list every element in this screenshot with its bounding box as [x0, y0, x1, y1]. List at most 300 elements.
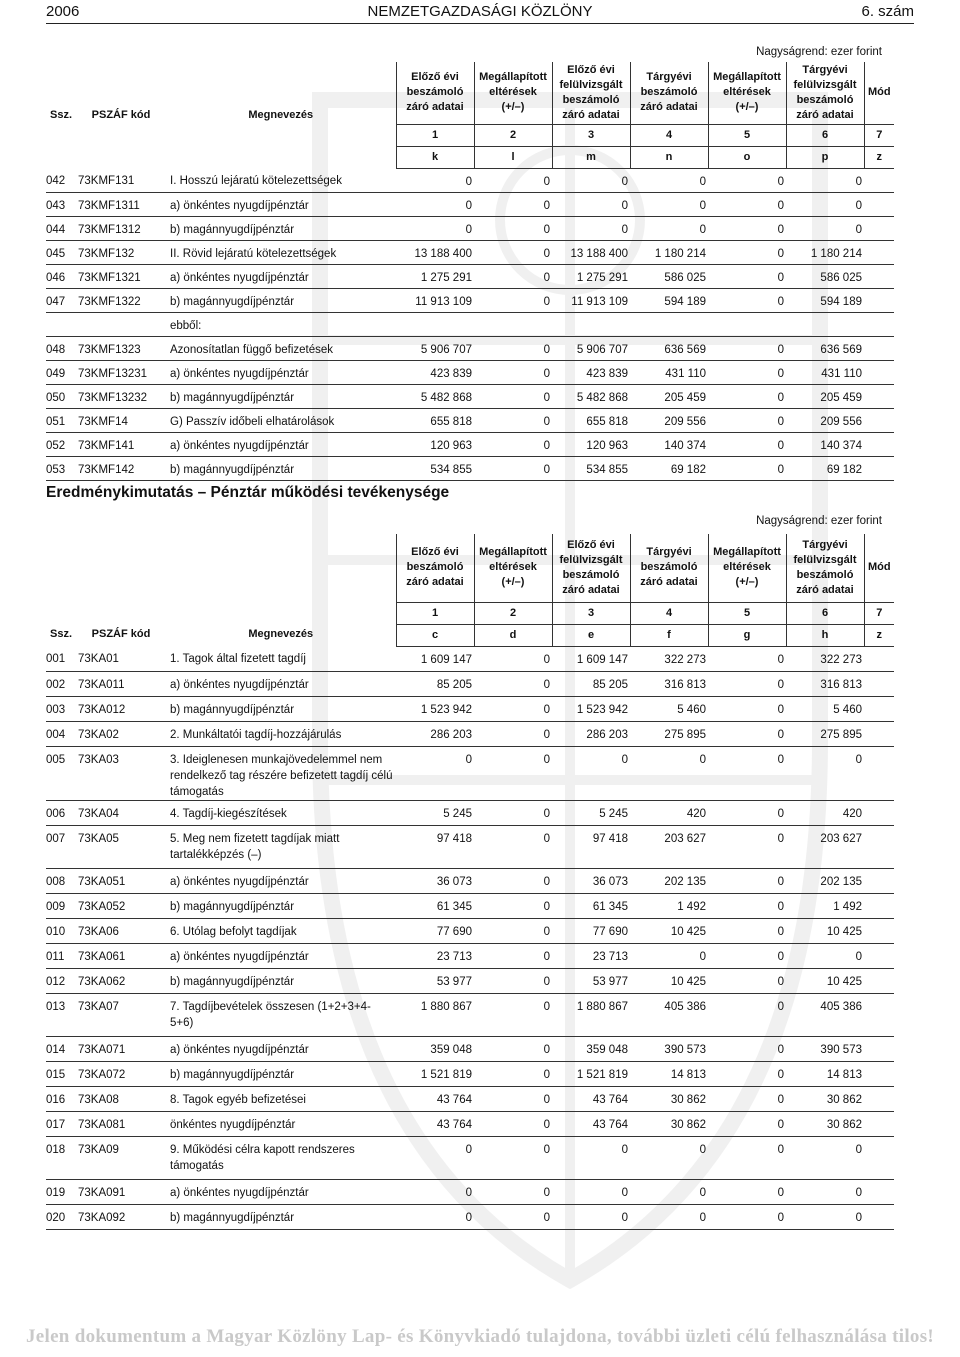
row-value [396, 312, 474, 336]
row-value: 0 [543, 1143, 550, 1156]
row-value: 0 [777, 653, 784, 666]
col-3: Előző évi felülvizsgált beszámoló záró adatai [552, 534, 630, 602]
row-value: 85 205 [436, 678, 472, 691]
table-row [46, 336, 894, 360]
row-value: 0 [465, 199, 472, 212]
row-code: 73KA071 [78, 1043, 126, 1056]
row-mod [864, 671, 894, 696]
table-row [46, 1136, 894, 1179]
col-number: 5 [708, 124, 786, 146]
table-row [46, 1086, 894, 1111]
row-value: 316 813 [664, 678, 706, 691]
row-value: 0 [777, 367, 784, 380]
row-value: 0 [777, 1118, 784, 1131]
col-number: 6 [786, 124, 864, 146]
row-value: 30 862 [826, 1093, 862, 1106]
row-name: b) magánnyugdíjpénztár [170, 391, 295, 404]
row-code: 73KMF13231 [78, 367, 148, 380]
row-value: 275 895 [664, 728, 706, 741]
row-code: 73KMF141 [78, 439, 135, 452]
col-mod: Mód [864, 534, 894, 602]
row-ssz [46, 312, 76, 336]
row-name: 7. Tagdíjbevételek összesen (1+2+3+4-5+6) [170, 1000, 371, 1029]
col-number: 1 [396, 124, 474, 146]
row-value: 1 880 867 [576, 1000, 628, 1013]
row-value: 0 [543, 175, 550, 188]
row-code: 73KA03 [78, 753, 119, 766]
table-row [46, 168, 894, 192]
row-value [552, 312, 630, 336]
row-code: 73KA08 [78, 1093, 119, 1106]
row-name: a) önkéntes nyugdíjpénztár [170, 875, 309, 888]
row-ssz: 053 [46, 463, 66, 476]
table-row [46, 432, 894, 456]
table-row [46, 893, 894, 918]
row-value: 534 855 [586, 463, 628, 476]
row-value: 0 [465, 175, 472, 188]
row-value: 1 275 291 [420, 271, 472, 284]
row-value: 0 [699, 199, 706, 212]
row-value: 0 [777, 950, 784, 963]
row-value: 655 818 [586, 415, 628, 428]
row-value: 120 963 [586, 439, 628, 452]
row-mod [864, 360, 894, 384]
row-value: 10 425 [826, 975, 862, 988]
row-code: 73KA04 [78, 807, 119, 820]
table-row [46, 192, 894, 216]
row-name: a) önkéntes nyugdíjpénztár [170, 271, 309, 284]
col-number: 3 [552, 124, 630, 146]
row-value: 53 977 [436, 975, 472, 988]
row-value: 97 418 [436, 832, 472, 845]
row-mod [864, 825, 894, 868]
col-6: Tárgyévi felülvizsgált beszámoló záró adatai [786, 62, 864, 124]
row-value: 420 [842, 807, 862, 820]
row-mod [864, 646, 894, 671]
row-code: 73KMF1321 [78, 271, 141, 284]
header-title: NEMZETGAZDASÁGI KÖZLÖNY [367, 3, 593, 20]
row-ssz: 001 [46, 653, 66, 665]
row-name: 2. Munkáltatói tagdíj-hozzájárulás [170, 728, 342, 741]
row-value: 586 025 [664, 271, 706, 284]
row-value: 69 182 [826, 463, 862, 476]
row-value: 11 913 109 [571, 295, 628, 308]
row-value: 0 [777, 875, 784, 888]
row-value: 0 [543, 199, 550, 212]
row-value: 420 [686, 807, 706, 820]
row-value: 30 862 [670, 1093, 706, 1106]
row-mod [864, 456, 894, 480]
row-name: 8. Tagok egyéb befizetései [170, 1093, 306, 1106]
row-code: 73KA02 [78, 728, 119, 741]
row-value: 43 764 [592, 1118, 628, 1131]
row-value: 0 [777, 678, 784, 691]
col-name: Megnevezés [248, 108, 314, 121]
row-value: 1 523 942 [576, 703, 628, 716]
row-value: 0 [543, 900, 550, 913]
income-statement-table [46, 534, 894, 1230]
row-mod [864, 1179, 894, 1204]
row-ssz: 048 [46, 343, 66, 356]
row-value: 0 [777, 295, 784, 308]
col-letter: p [786, 146, 864, 168]
row-value: 0 [543, 1186, 550, 1199]
row-name: a) önkéntes nyugdíjpénztár [170, 367, 309, 380]
table-row [46, 216, 894, 240]
row-value: 69 182 [670, 463, 706, 476]
row-value: 13 188 400 [570, 247, 628, 260]
row-value: 0 [699, 950, 706, 963]
row-value: 0 [621, 175, 628, 188]
row-value: 0 [699, 1211, 706, 1224]
row-value: 1 880 867 [420, 1000, 472, 1013]
row-value: 286 203 [430, 728, 472, 741]
row-name: b) magánnyugdíjpénztár [170, 223, 295, 236]
row-value: 5 460 [833, 703, 862, 716]
table-row [46, 1036, 894, 1061]
col-4: Tárgyévi beszámoló záró adatai [630, 62, 708, 124]
row-code: 73KA05 [78, 832, 119, 845]
col-number: 1 [396, 602, 474, 624]
row-name: 6. Utólag befolyt tagdíjak [170, 925, 297, 938]
page-header [46, 0, 914, 24]
row-value: 120 963 [430, 439, 472, 452]
table-row [46, 360, 894, 384]
row-name: b) magánnyugdíjpénztár [170, 295, 295, 308]
row-value: 322 273 [664, 653, 706, 666]
table-row [46, 918, 894, 943]
row-value: 636 569 [664, 343, 706, 356]
table-row [46, 1179, 894, 1204]
table-row [46, 456, 894, 480]
row-value: 43 764 [592, 1093, 628, 1106]
row-value: 390 573 [664, 1043, 706, 1056]
row-value: 0 [543, 343, 550, 356]
row-name: b) magánnyugdíjpénztár [170, 1068, 295, 1081]
row-value: 0 [855, 753, 862, 766]
row-value: 0 [543, 367, 550, 380]
row-ssz: 015 [46, 1068, 66, 1081]
row-code: 73KA052 [78, 900, 126, 913]
row-value: 0 [543, 728, 550, 741]
row-code: 73KA09 [78, 1143, 119, 1156]
row-value: 0 [621, 223, 628, 236]
row-name: a) önkéntes nyugdíjpénztár [170, 1186, 309, 1199]
row-code: 73KMF131 [78, 175, 135, 187]
row-value: 0 [777, 703, 784, 716]
row-value: 1 275 291 [576, 271, 628, 284]
row-value: 5 482 868 [420, 391, 472, 404]
header-year: 2006 [46, 3, 80, 20]
row-value: 203 627 [820, 832, 862, 845]
row-ssz: 002 [46, 678, 66, 691]
col-number: 7 [864, 602, 894, 624]
row-value: 202 135 [820, 875, 862, 888]
row-value: 0 [543, 925, 550, 938]
row-code: 73KMF142 [78, 463, 135, 476]
row-value: 0 [777, 1211, 784, 1224]
row-code: 73KMF1323 [78, 343, 141, 356]
row-mod [864, 800, 894, 825]
row-value: 205 459 [820, 391, 862, 404]
row-value: 0 [855, 175, 862, 188]
row-value: 0 [777, 900, 784, 913]
row-mod [864, 1086, 894, 1111]
row-value [474, 312, 552, 336]
footer-notice: Jelen dokumentum a Magyar Közlöny Lap- és Könyvkiadó tulajdona, további üzleti célú felhasználása tilos! [25, 1326, 935, 1347]
row-value: 0 [543, 223, 550, 236]
table-row [46, 312, 894, 336]
row-value: 0 [621, 1211, 628, 1224]
col-letter: n [630, 146, 708, 168]
row-code: 73KA01 [78, 653, 119, 665]
row-code: 73KA061 [78, 950, 126, 963]
table-row [46, 746, 894, 800]
row-value: 0 [777, 415, 784, 428]
row-value: 0 [777, 1068, 784, 1081]
row-mod [864, 1111, 894, 1136]
table-row [46, 1204, 894, 1229]
row-name: Azonosítatlan függő befizetések [170, 343, 334, 356]
row-value: 1 180 214 [654, 247, 706, 260]
row-value: 431 110 [821, 367, 862, 380]
row-value: 209 556 [664, 415, 706, 428]
row-value: 97 418 [592, 832, 628, 845]
row-value: 0 [855, 1186, 862, 1199]
row-ssz: 018 [46, 1143, 66, 1156]
row-value: 23 713 [436, 950, 472, 963]
row-mod [864, 746, 894, 800]
row-value: 0 [777, 975, 784, 988]
balance-table [46, 62, 894, 481]
row-ssz: 006 [46, 807, 66, 820]
col-letter: o [708, 146, 786, 168]
col-number: 6 [786, 602, 864, 624]
row-value: 0 [777, 439, 784, 452]
row-value: 36 073 [592, 875, 628, 888]
row-value: 0 [777, 463, 784, 476]
row-value: 5 482 868 [576, 391, 628, 404]
row-value: 0 [543, 1093, 550, 1106]
row-value: 0 [777, 728, 784, 741]
row-ssz: 044 [46, 223, 66, 236]
col-1: Előző évi beszámoló záró adatai [396, 62, 474, 124]
row-value: 0 [699, 1143, 706, 1156]
row-value: 0 [621, 199, 628, 212]
row-code: 73KA062 [78, 975, 126, 988]
row-mod [864, 288, 894, 312]
row-value: 586 025 [820, 271, 862, 284]
row-mod [864, 168, 894, 192]
row-value: 30 862 [826, 1118, 862, 1131]
row-value: 0 [465, 1211, 472, 1224]
row-value: 0 [777, 925, 784, 938]
row-value: 10 425 [826, 925, 862, 938]
row-value: 0 [543, 463, 550, 476]
row-value: 0 [543, 753, 550, 766]
row-name: 1. Tagok által fizetett tagdíj [170, 653, 306, 665]
col-6: Tárgyévi felülvizsgált beszámoló záró adatai [786, 534, 864, 602]
row-value: 0 [543, 439, 550, 452]
row-mod [864, 1204, 894, 1229]
col-letter: c [396, 624, 474, 646]
row-ssz: 017 [46, 1118, 66, 1131]
row-value: 0 [699, 175, 706, 188]
row-code: 73KA07 [78, 1000, 119, 1013]
col-letter: d [474, 624, 552, 646]
row-mod [864, 408, 894, 432]
row-name: b) magánnyugdíjpénztár [170, 900, 295, 913]
row-mod [864, 384, 894, 408]
row-value: 405 386 [820, 1000, 862, 1013]
row-value: 0 [543, 295, 550, 308]
row-value: 0 [543, 1068, 550, 1081]
row-name: 5. Meg nem fizetett tagdíjak miatt tartalékképzés (–) [170, 832, 340, 861]
row-code: 73KA011 [78, 678, 125, 691]
col-number: 2 [474, 602, 552, 624]
row-name: I. Hosszú lejáratú kötelezettségek [170, 175, 342, 187]
row-value: 0 [621, 753, 628, 766]
row-code: 73KA072 [78, 1068, 126, 1081]
row-name: 9. Működési célra kapott rendszeres támogatás [170, 1143, 355, 1172]
row-mod [864, 696, 894, 721]
row-value: 423 839 [586, 367, 628, 380]
row-value: 0 [777, 343, 784, 356]
col-number: 4 [630, 124, 708, 146]
table-row [46, 696, 894, 721]
row-value: 1 492 [677, 900, 706, 913]
table-row [46, 288, 894, 312]
row-value: 0 [777, 807, 784, 820]
row-value: 636 569 [820, 343, 862, 356]
row-value: 5 245 [599, 807, 628, 820]
row-value: 0 [621, 1186, 628, 1199]
row-value: 14 813 [826, 1068, 862, 1081]
row-code: 73KMF13232 [78, 391, 148, 404]
row-value: 0 [777, 223, 784, 236]
row-value: 5 906 707 [420, 343, 472, 356]
row-value: 359 048 [586, 1043, 628, 1056]
row-ssz: 045 [46, 247, 66, 260]
row-value: 0 [699, 753, 706, 766]
row-value: 43 764 [436, 1093, 472, 1106]
col-kod: PSZÁF kód [91, 108, 151, 121]
row-ssz: 008 [46, 875, 66, 888]
row-value: 61 345 [592, 900, 628, 913]
row-value: 0 [543, 271, 550, 284]
row-ssz: 050 [46, 391, 66, 404]
col-5: Megállapított eltérések (+/–) [708, 534, 786, 602]
row-value: 0 [465, 753, 472, 766]
table-row [46, 384, 894, 408]
table-row [46, 721, 894, 746]
row-code: 73KMF132 [78, 247, 135, 260]
col-letter: m [552, 146, 630, 168]
row-name: b) magánnyugdíjpénztár [170, 1211, 295, 1224]
table-row [46, 993, 894, 1036]
row-code: 73KA092 [78, 1211, 126, 1224]
row-value: 53 977 [592, 975, 628, 988]
row-value: 0 [777, 247, 784, 260]
row-value: 30 862 [670, 1118, 706, 1131]
row-value: 5 245 [443, 807, 472, 820]
row-value: 77 690 [436, 925, 472, 938]
row-value: 390 573 [820, 1043, 862, 1056]
row-value: 203 627 [664, 832, 706, 845]
col-letter: f [630, 624, 708, 646]
row-value: 0 [699, 223, 706, 236]
row-name: b) magánnyugdíjpénztár [170, 975, 295, 988]
row-ssz: 004 [46, 728, 66, 741]
row-value: 0 [465, 1143, 472, 1156]
row-value: 0 [543, 1000, 550, 1013]
col-1: Előző évi beszámoló záró adatai [396, 534, 474, 602]
row-value: 77 690 [592, 925, 628, 938]
col-number: 2 [474, 124, 552, 146]
row-code: 73KA091 [78, 1186, 126, 1199]
row-value: 0 [777, 175, 784, 188]
row-mod [864, 336, 894, 360]
table-row [46, 825, 894, 868]
row-value: 10 425 [670, 975, 706, 988]
header-issue: 6. szám [861, 3, 914, 20]
row-code: 73KMF1312 [78, 223, 141, 236]
row-mod [864, 868, 894, 893]
row-value: 202 135 [664, 875, 706, 888]
row-value: 0 [621, 1143, 628, 1156]
row-value: 10 425 [670, 925, 706, 938]
row-value: 275 895 [820, 728, 862, 741]
section-title: Eredménykimutatás – Pénztár működési tevékenysége [46, 484, 450, 501]
row-value: 0 [543, 1043, 550, 1056]
row-value: 85 205 [592, 678, 628, 691]
table-row [46, 800, 894, 825]
row-value: 359 048 [430, 1043, 472, 1056]
row-ssz: 047 [46, 295, 66, 308]
row-name: a) önkéntes nyugdíjpénztár [170, 950, 309, 963]
col-4: Tárgyévi beszámoló záró adatai [630, 534, 708, 602]
row-mod [864, 993, 894, 1036]
row-code: 73KMF1322 [78, 295, 141, 308]
row-value: 0 [543, 807, 550, 820]
row-code [76, 312, 166, 336]
row-name: a) önkéntes nyugdíjpénztár [170, 1043, 309, 1056]
row-ssz: 052 [46, 439, 66, 452]
row-value: 140 374 [820, 439, 862, 452]
row-value: 61 345 [436, 900, 472, 913]
row-mod [864, 216, 894, 240]
row-value: 0 [543, 247, 550, 260]
row-value: 43 764 [436, 1118, 472, 1131]
row-value: 0 [465, 1186, 472, 1199]
col-letter: e [552, 624, 630, 646]
row-value: 0 [543, 415, 550, 428]
row-value: 0 [777, 832, 784, 845]
row-value: 0 [855, 950, 862, 963]
row-ssz: 011 [46, 950, 65, 963]
row-value: 14 813 [670, 1068, 706, 1081]
col-number: 3 [552, 602, 630, 624]
row-mod [864, 918, 894, 943]
row-value: 5 906 707 [576, 343, 628, 356]
row-value: 23 713 [592, 950, 628, 963]
col-letter: k [396, 146, 474, 168]
col-5: Megállapított eltérések (+/–) [708, 62, 786, 124]
row-value: 405 386 [664, 1000, 706, 1013]
row-mod [864, 943, 894, 968]
col-3: Előző évi felülvizsgált beszámoló záró adatai [552, 62, 630, 124]
col-number: 5 [708, 602, 786, 624]
